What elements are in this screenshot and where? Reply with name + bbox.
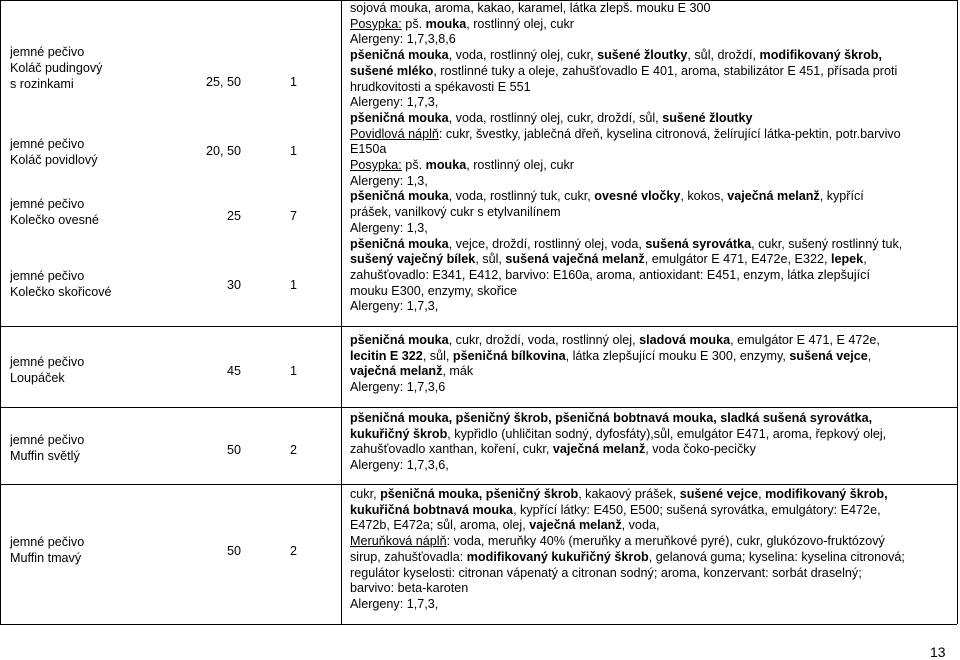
- composition-line: zahušťovadlo xanthan, koření, cukr, vaječná melanž, voda čoko-pecičky: [350, 442, 756, 457]
- weight-value: 30: [226, 278, 241, 292]
- composition-line: prášek, vanilkový cukr s etylvanilínem: [350, 205, 561, 220]
- product-name: Kolečko ovesné: [10, 213, 99, 227]
- composition-line: Posypka: pš. mouka, rostlinný olej, cukr: [350, 16, 575, 31]
- product-name: Muffin tmavý: [10, 551, 82, 565]
- product-cell: [10, 432, 180, 464]
- composition-line: lecitin E 322, sůl, pšeničná bílkovina, látka zlepšující mouku E 300, enzymy, sušená vejce,: [350, 348, 872, 363]
- product-name: Loupáček: [10, 371, 65, 385]
- product-name: Koláč povidlový: [10, 153, 98, 167]
- product-category: jemné pečivo: [10, 355, 85, 369]
- quantity-value: 7: [289, 209, 297, 223]
- composition-line: kukuřičný škrob, kypřidlo (uhličitan sodný, dyfosfáty),sůl, emulgátor E471, aroma, řepkový olej,: [350, 426, 887, 441]
- allergen-line: Alergeny: 1,3,: [350, 173, 428, 188]
- weight-value: 50: [226, 544, 241, 558]
- weight-value: 20, 50: [205, 144, 241, 158]
- weight-value: 25, 50: [205, 75, 241, 89]
- product-category: jemné pečivo: [10, 269, 85, 283]
- allergen-line: Alergeny: 1,7,3,: [350, 299, 439, 314]
- row-divider: [0, 624, 957, 625]
- product-cell: [10, 136, 180, 168]
- composition-line: mouku E300, enzymy, skořice: [350, 283, 518, 298]
- weight-value: 45: [226, 364, 241, 378]
- product-cell: [10, 534, 180, 566]
- composition-line: vaječná melanž, mák: [350, 364, 474, 379]
- product-cell: [10, 196, 180, 228]
- quantity-value: 2: [289, 544, 297, 558]
- composition-text: [350, 333, 950, 396]
- quantity-value: 2: [289, 443, 297, 457]
- product-category: jemné pečivo: [10, 197, 85, 211]
- composition-line: hrudkovitosti a spékavosti E 551: [350, 79, 531, 94]
- column-divider: [341, 0, 342, 624]
- composition-line: cukr, pšeničná mouka, pšeničný škrob, kakaový prášek, sušené vejce, modifikovaný škrob,: [350, 487, 888, 501]
- quantity-value: 1: [289, 278, 297, 292]
- product-category: jemné pečivo: [10, 535, 85, 549]
- product-cell: [10, 44, 180, 92]
- composition-line: kukuřičná bobtnavá mouka, kypřící látky: E450, E500; sušená syrovátka, emulgátory: E472e,: [350, 502, 881, 517]
- column-divider: [0, 0, 1, 624]
- composition-line: E472b, E472a; sůl, aroma, olej, vaječná melanž, voda,: [350, 518, 660, 533]
- composition-line: Posypka: pš. mouka, rostlinný olej, cukr: [350, 158, 575, 173]
- product-category: jemné pečivo: [10, 45, 85, 59]
- composition-text: [350, 411, 950, 474]
- composition-line: E150a: [350, 142, 387, 157]
- composition-line: sojová mouka, aroma, kakao, karamel, látka zlepš. mouku E 300: [350, 1, 711, 15]
- product-name: Kolečko skořicové: [10, 285, 112, 299]
- composition-text: [350, 487, 950, 613]
- column-divider: [957, 0, 958, 624]
- product-cell: [10, 268, 180, 300]
- quantity-value: 1: [289, 75, 297, 89]
- row-divider: [0, 326, 957, 327]
- composition-line: pšeničná mouka, voda, rostlinný olej, cukr, droždí, sůl, sušené žloutky: [350, 110, 753, 125]
- composition-line: pšeničná mouka, voda, rostlinný tuk, cukr, ovesné vločky, kokos, vaječná melanž, kypřící: [350, 189, 864, 204]
- weight-value: 50: [226, 443, 241, 457]
- composition-line: pšeničná mouka, pšeničný škrob, pšeničná bobtnavá mouka, sladká sušená syrovátka,: [350, 411, 873, 425]
- quantity-value: 1: [289, 144, 297, 158]
- product-name: Muffin světlý: [10, 449, 80, 463]
- allergen-line: Alergeny: 1,7,3,: [350, 95, 439, 110]
- composition-line: sušené mléko, rostlinné tuky a oleje, zahušťovadlo E 401, aroma, stabilizátor E 451, přísada proti: [350, 63, 898, 78]
- quantity-value: 1: [289, 364, 297, 378]
- composition-line: pšeničná mouka, vejce, droždí, rostlinný olej, voda, sušená syrovátka, cukr, sušený rostlinný tuk,: [350, 236, 903, 251]
- weight-value: 25: [226, 209, 241, 223]
- composition-line: pšeničná mouka, cukr, droždí, voda, rostlinný olej, sladová mouka, emulgátor E 471, E 472e,: [350, 333, 880, 347]
- product-name: s rozinkami: [10, 77, 74, 91]
- composition-line: sušený vaječný bílek, sůl, sušená vaječná melanž, emulgátor E 471, E472e, E322, lepek,: [350, 252, 867, 267]
- product-category: jemné pečivo: [10, 137, 85, 151]
- composition-line: Povidlová náplň: cukr, švestky, jablečná dřeň, kyselina citronová, želírující látka-pektin, potr.barvivo: [350, 126, 901, 141]
- composition-line: sirup, zahušťovadla: modifikovaný kukuřičný škrob, gelanová guma; kyselina: kyselina citronová;: [350, 549, 905, 564]
- composition-line: zahušťovadlo: E341, E412, barvivo: E160a, aroma, antioxidant: E451, enzym, látka zlepšující: [350, 267, 870, 282]
- composition-line: pšeničná mouka, voda, rostlinný olej, cukr, sušené žloutky, sůl, droždí, modifikovaný škrob,: [350, 48, 882, 63]
- composition-line: Meruňková náplň: voda, meruňky 40% (meruňky a meruňkové pyré), cukr, glukózovo-fruktózový: [350, 534, 885, 549]
- row-divider: [0, 407, 957, 408]
- composition-text: [350, 1, 950, 315]
- allergen-line: Alergeny: 1,7,3,6,: [350, 458, 449, 473]
- composition-line: barvivo: beta-karoten: [350, 581, 469, 596]
- product-cell: [10, 354, 180, 386]
- allergen-line: Alergeny: 1,7,3,6: [350, 380, 446, 395]
- allergen-line: Alergeny: 1,7,3,8,6: [350, 32, 456, 47]
- product-name: Koláč pudingový: [10, 61, 103, 75]
- composition-line: regulátor kyselosti: citronan vápenatý a citronan sodný; aroma, konzervant: sorbát draselný;: [350, 565, 862, 580]
- row-divider: [0, 484, 957, 485]
- page-number: 13: [930, 644, 946, 660]
- allergen-line: Alergeny: 1,7,3,: [350, 596, 439, 611]
- product-category: jemné pečivo: [10, 433, 85, 447]
- allergen-line: Alergeny: 1,3,: [350, 220, 428, 235]
